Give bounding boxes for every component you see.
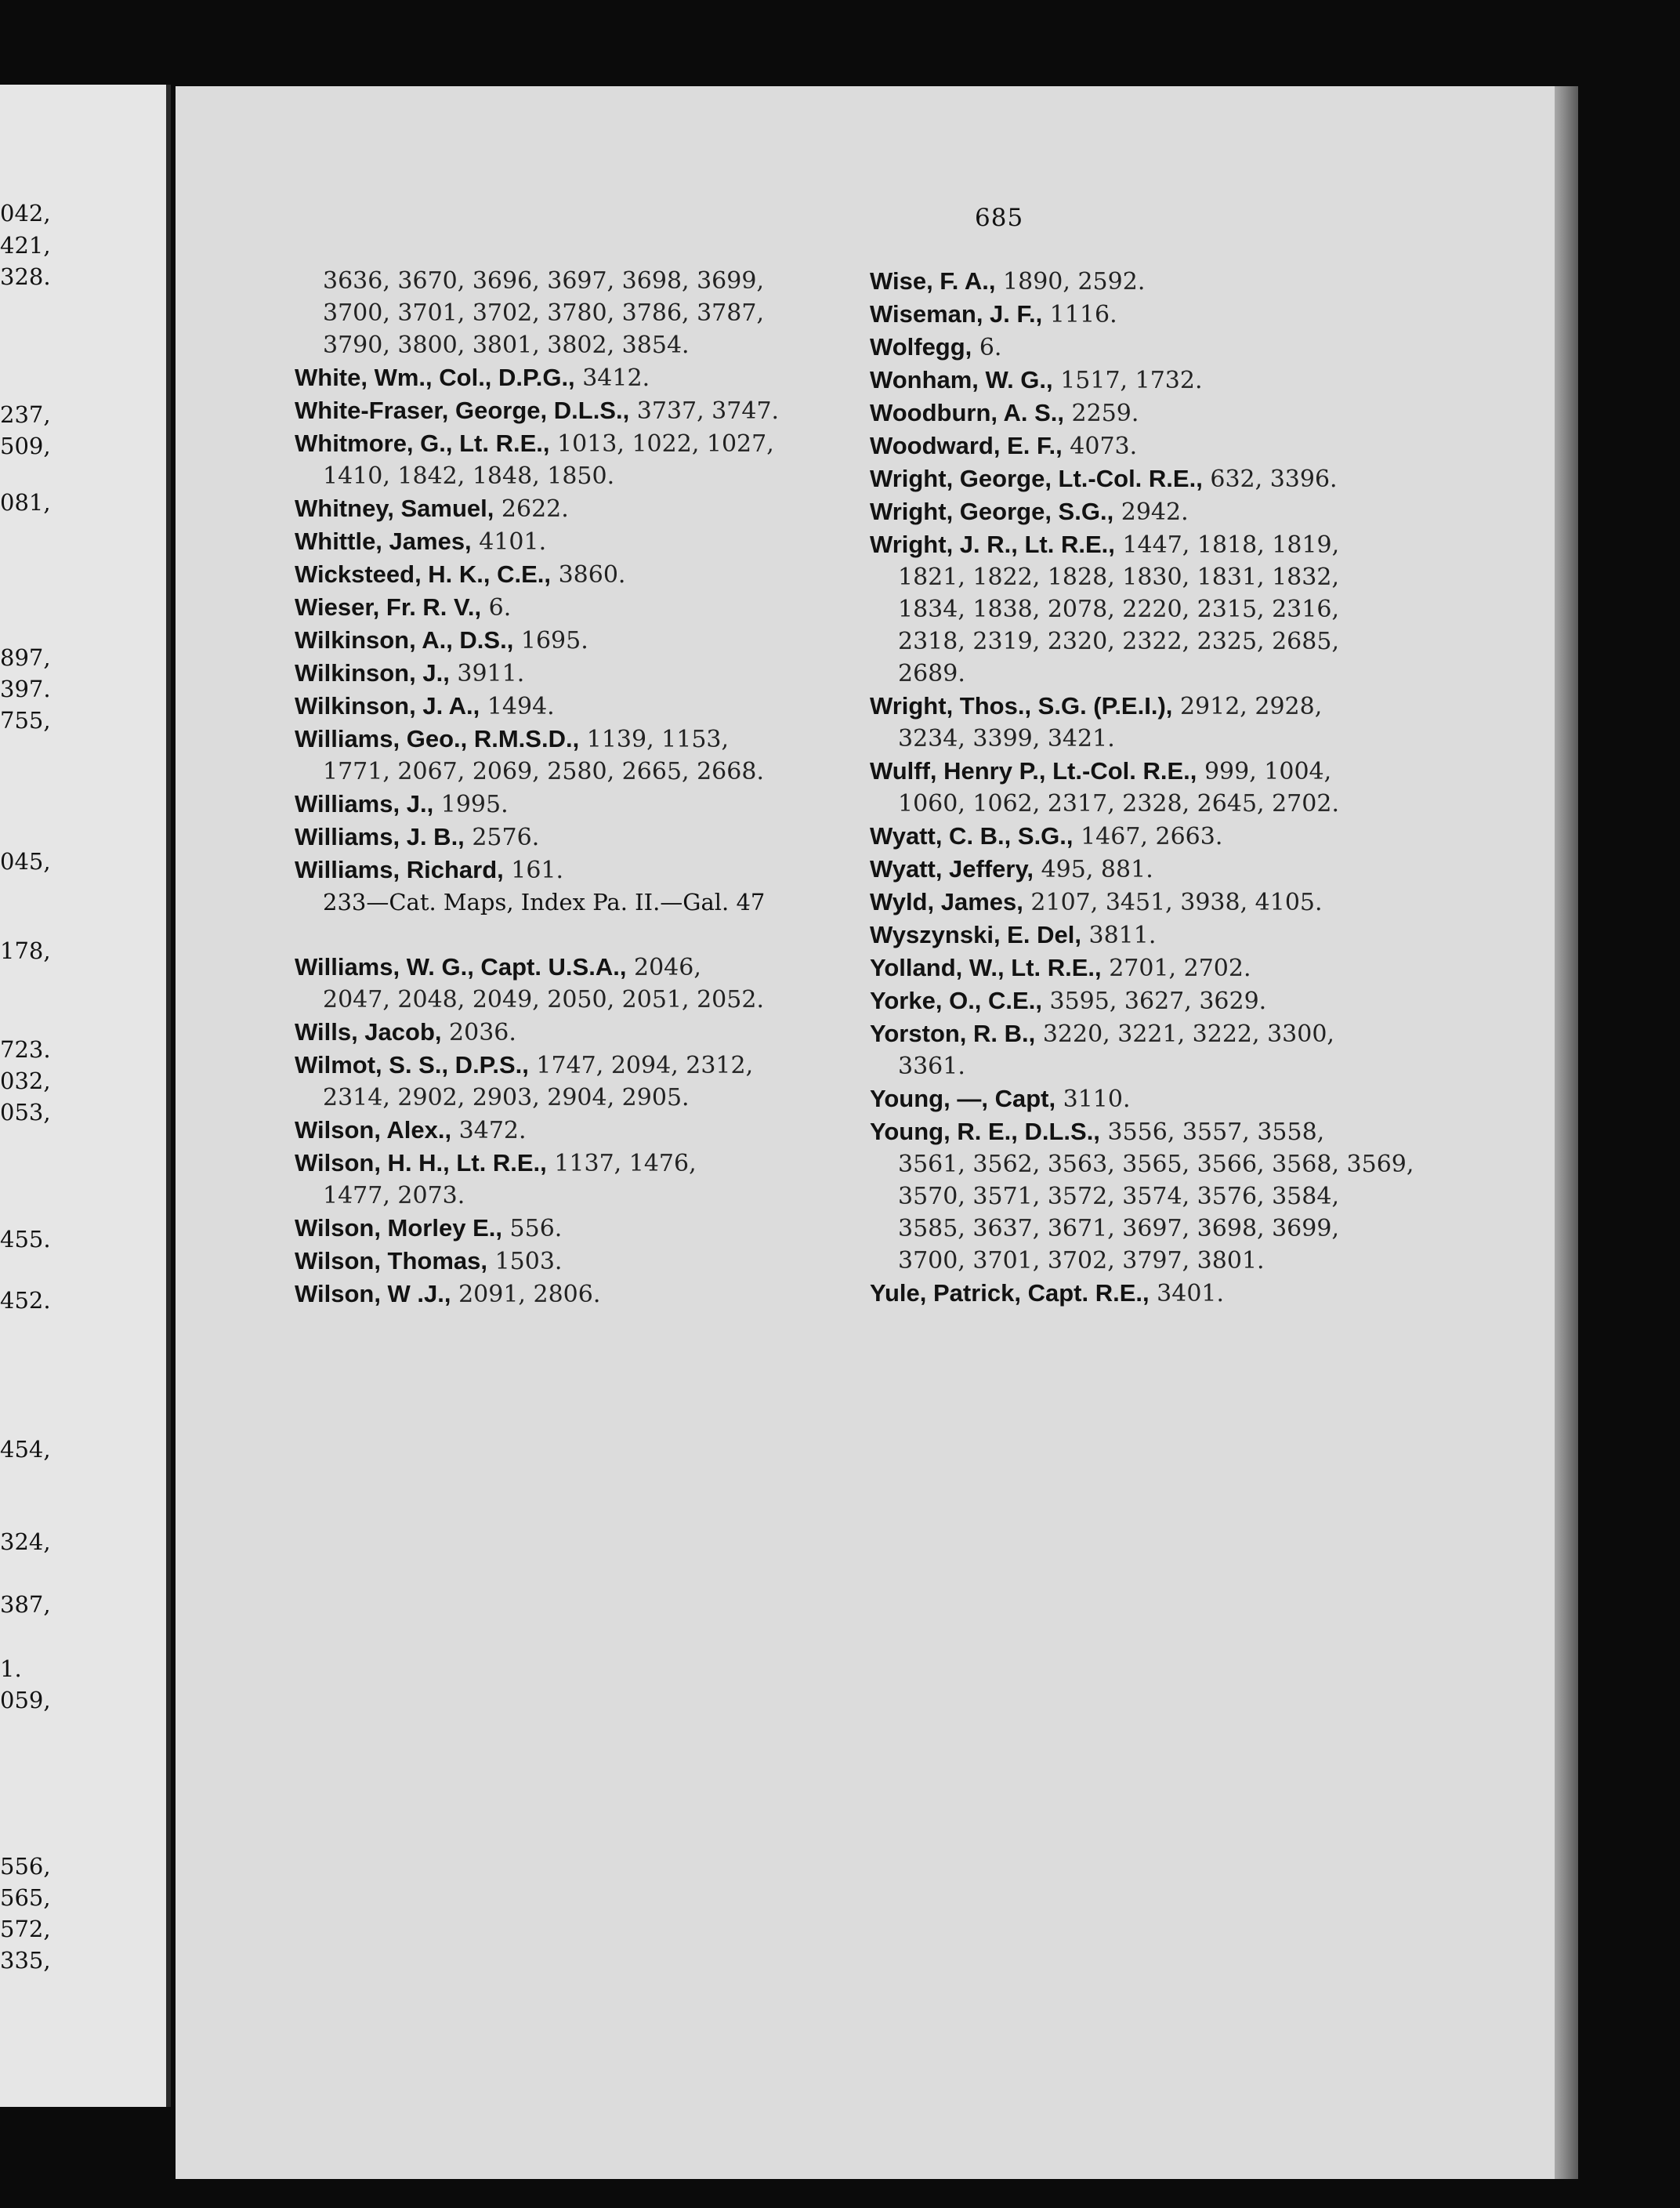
entry-name: Wicksteed, H. K., C.E., bbox=[295, 560, 552, 588]
entry-references: 1467, 2663. bbox=[1081, 823, 1223, 850]
entry-first-line bbox=[295, 1245, 835, 1278]
entry-continuation-line: 2047, 2048, 2049, 2050, 2051, 2052. bbox=[323, 986, 764, 1013]
entry-continuation-line: 2314, 2902, 2903, 2904, 2905. bbox=[323, 1084, 690, 1111]
entry-continuation-line: 3700, 3701, 3702, 3797, 3801. bbox=[898, 1247, 1265, 1274]
entry-references: 999, 1004, bbox=[1204, 758, 1332, 785]
left-page-fragment: 565, bbox=[0, 1884, 51, 1911]
index-entry bbox=[870, 528, 1434, 690]
entry-name: Woodburn, A. S., bbox=[870, 399, 1064, 426]
index-entry bbox=[870, 331, 1434, 364]
entry-name: Wright, George, Lt.-Col. R.E., bbox=[870, 465, 1203, 492]
entry-first-line bbox=[295, 492, 835, 525]
index-entry bbox=[870, 265, 1434, 298]
index-entry bbox=[870, 298, 1434, 331]
index-entry bbox=[870, 1082, 1434, 1115]
index-entry bbox=[870, 690, 1434, 755]
index-entry bbox=[295, 788, 835, 821]
entry-first-line bbox=[295, 1016, 835, 1049]
entry-first-line bbox=[870, 755, 1434, 788]
index-column-left bbox=[295, 265, 835, 1311]
entry-continuation-line: 1771, 2067, 2069, 2580, 2665, 2668. bbox=[323, 758, 764, 785]
left-page-fragment: 335, bbox=[0, 1947, 51, 1974]
entry-references: 1503. bbox=[494, 1248, 563, 1275]
left-page-fragment: 387, bbox=[0, 1591, 51, 1618]
index-entry bbox=[870, 1017, 1434, 1082]
index-entry bbox=[870, 952, 1434, 984]
entry-first-line bbox=[295, 1278, 835, 1311]
index-entry bbox=[295, 591, 835, 624]
entry-name: Whittle, James, bbox=[295, 528, 472, 555]
entry-references: 1013, 1022, 1027, bbox=[557, 430, 774, 458]
entry-first-line bbox=[870, 265, 1434, 298]
entry-continuation-line: 2318, 2319, 2320, 2322, 2325, 2685, bbox=[898, 628, 1339, 655]
entry-references: 1116. bbox=[1049, 301, 1117, 328]
left-page-fragment: 328. bbox=[0, 263, 51, 290]
index-entry bbox=[870, 886, 1434, 919]
index-column-right bbox=[870, 265, 1434, 1310]
entry-references: 2701, 2702. bbox=[1109, 955, 1251, 982]
left-page-fragment: 053, bbox=[0, 1099, 51, 1126]
entry-references: 1139, 1153, bbox=[586, 726, 730, 753]
index-entry bbox=[295, 723, 835, 788]
entry-name: Wilson, Alex., bbox=[295, 1116, 452, 1144]
entry-references: 2091, 2806. bbox=[458, 1281, 601, 1308]
entry-references: 3811. bbox=[1088, 922, 1157, 949]
entry-references: 2942. bbox=[1121, 499, 1189, 526]
left-page-fragment: 237, bbox=[0, 401, 51, 428]
left-page-fragment: 572, bbox=[0, 1916, 51, 1942]
entry-first-line bbox=[870, 984, 1434, 1017]
index-entry bbox=[295, 1049, 835, 1114]
entry-first-line bbox=[295, 394, 835, 427]
entry-name: Williams, J. B., bbox=[295, 823, 465, 850]
left-page-fragment: 452. bbox=[0, 1287, 51, 1314]
entry-references: 161. bbox=[511, 857, 564, 884]
entry-first-line bbox=[295, 788, 835, 821]
entry-name: Woodward, E. F., bbox=[870, 432, 1063, 459]
entry-continuation-line: 3790, 3800, 3801, 3802, 3854. bbox=[323, 332, 690, 359]
index-entry bbox=[295, 427, 835, 492]
index-entry bbox=[295, 492, 835, 525]
index-entry bbox=[870, 397, 1434, 430]
entry-references: 1447, 1818, 1819, bbox=[1122, 531, 1340, 559]
index-entry bbox=[295, 624, 835, 657]
entry-name: Yorston, R. B., bbox=[870, 1020, 1036, 1047]
entry-references: 3472. bbox=[458, 1117, 527, 1144]
entry-continuation-line: 3700, 3701, 3702, 3780, 3786, 3787, bbox=[323, 299, 764, 327]
entry-name: Wilkinson, J. A., bbox=[295, 692, 480, 720]
entry-continuation-line: 3361. bbox=[898, 1053, 965, 1080]
entry-name: Wilson, W .J., bbox=[295, 1280, 451, 1307]
entry-references: 2622. bbox=[501, 495, 569, 523]
entry-references: 1517, 1732. bbox=[1060, 367, 1203, 394]
entry-references: 3556, 3557, 3558, bbox=[1107, 1119, 1325, 1146]
left-page-fragment: 032, bbox=[0, 1068, 51, 1094]
left-page-fragment: 455. bbox=[0, 1226, 51, 1253]
index-entry bbox=[295, 690, 835, 723]
entry-references: 2259. bbox=[1071, 400, 1139, 427]
entry-first-line bbox=[870, 1115, 1434, 1148]
entry-first-line bbox=[295, 1114, 835, 1147]
entry-first-line bbox=[295, 854, 835, 886]
entry-first-line bbox=[870, 690, 1434, 723]
left-page-fragment: 397. bbox=[0, 676, 51, 702]
index-entry bbox=[295, 1245, 835, 1278]
entry-first-line bbox=[295, 525, 835, 558]
entry-name: Wilkinson, J., bbox=[295, 659, 450, 687]
entry-continuation-line: 3561, 3562, 3563, 3565, 3566, 3568, 3569, bbox=[898, 1151, 1414, 1178]
entry-name: Wilmot, S. S., D.P.S., bbox=[295, 1051, 529, 1079]
entry-references: 2107, 3451, 3938, 4105. bbox=[1030, 889, 1323, 916]
entry-continuation-line: 1060, 1062, 2317, 2328, 2645, 2702. bbox=[898, 790, 1339, 818]
entry-name: Williams, Richard, bbox=[295, 856, 504, 883]
left-page-fragment: 178, bbox=[0, 937, 51, 964]
entry-references: 1890, 2592. bbox=[1003, 268, 1146, 295]
entry-name: Wyld, James, bbox=[870, 888, 1023, 915]
entry-name: Wolfegg, bbox=[870, 333, 972, 361]
entry-continuation-line: 1477, 2073. bbox=[323, 1182, 465, 1209]
entry-references: 495, 881. bbox=[1041, 856, 1153, 883]
entry-references: 4073. bbox=[1070, 433, 1138, 460]
entry-references: 2576. bbox=[472, 824, 540, 851]
entry-references: 632, 3396. bbox=[1210, 466, 1338, 493]
index-entry bbox=[870, 462, 1434, 495]
index-entry bbox=[870, 755, 1434, 820]
entry-name: Wright, Thos., S.G. (P.E.I.), bbox=[870, 692, 1173, 720]
index-entry bbox=[295, 821, 835, 854]
entry-name: Wilson, Morley E., bbox=[295, 1214, 502, 1242]
index-entry bbox=[870, 430, 1434, 462]
entry-references: 6. bbox=[979, 334, 1002, 361]
index-entry bbox=[295, 265, 835, 361]
index-entry bbox=[870, 984, 1434, 1017]
page-edge-shadow bbox=[1555, 86, 1578, 2179]
entry-references: 1137, 1476, bbox=[554, 1150, 697, 1177]
entry-references: 1695. bbox=[520, 627, 588, 654]
entry-references: 4101. bbox=[479, 528, 547, 556]
left-page-fragment: 045, bbox=[0, 848, 51, 875]
entry-first-line bbox=[870, 364, 1434, 397]
entry-name: Wyatt, C. B., S.G., bbox=[870, 822, 1074, 850]
entry-name: Young, R. E., D.L.S., bbox=[870, 1118, 1100, 1145]
entry-name: Wonham, W. G., bbox=[870, 366, 1053, 393]
entry-first-line bbox=[295, 690, 835, 723]
left-page-fragment: 1. bbox=[0, 1655, 22, 1682]
index-entry bbox=[295, 558, 835, 591]
index-entry bbox=[295, 951, 835, 1016]
entry-continuation-line: 1834, 1838, 2078, 2220, 2315, 2316, bbox=[898, 596, 1339, 623]
entry-references: 2912, 2928, bbox=[1179, 693, 1323, 720]
entry-references: 3595, 3627, 3629. bbox=[1049, 988, 1267, 1015]
left-page-fragment: 723. bbox=[0, 1036, 51, 1063]
left-page-fragment: 556, bbox=[0, 1853, 51, 1880]
index-entry bbox=[295, 1147, 835, 1212]
left-page-fragment: 755, bbox=[0, 707, 51, 734]
entry-first-line bbox=[870, 1277, 1434, 1310]
entry-continuation-line: 3570, 3571, 3572, 3574, 3576, 3584, bbox=[898, 1183, 1339, 1210]
catalog-note: 233—Cat. Maps, Index Pa. II.—Gal. 47 bbox=[323, 889, 766, 915]
index-entry bbox=[870, 1115, 1434, 1277]
entry-references: 1747, 2094, 2312, bbox=[536, 1052, 754, 1079]
left-page-fragment: 509, bbox=[0, 433, 51, 459]
left-page-fragment: 081, bbox=[0, 489, 51, 516]
entry-name: Williams, Geo., R.M.S.D., bbox=[295, 725, 580, 752]
entry-first-line bbox=[870, 462, 1434, 495]
index-entry bbox=[295, 394, 835, 427]
entry-continuation-line: 1410, 1842, 1848, 1850. bbox=[323, 462, 615, 490]
entry-continuation-line: 3585, 3637, 3671, 3697, 3698, 3699, bbox=[898, 1215, 1339, 1242]
entry-first-line bbox=[870, 919, 1434, 952]
entry-references: 6. bbox=[488, 594, 512, 622]
entry-name: Yule, Patrick, Capt. R.E., bbox=[870, 1279, 1150, 1307]
entry-name: Williams, W. G., Capt. U.S.A., bbox=[295, 953, 627, 981]
entry-first-line bbox=[295, 723, 835, 756]
index-entry bbox=[870, 820, 1434, 853]
page-number: 685 bbox=[975, 204, 1024, 232]
index-entry bbox=[870, 1277, 1434, 1310]
entry-name: Wyatt, Jeffery, bbox=[870, 855, 1034, 883]
entry-first-line bbox=[295, 427, 835, 460]
entry-name: Wise, F. A., bbox=[870, 267, 996, 295]
entry-name: White-Fraser, George, D.L.S., bbox=[295, 397, 630, 424]
entry-first-line bbox=[870, 495, 1434, 528]
entry-name: Wilson, Thomas, bbox=[295, 1247, 488, 1274]
entry-name: Wieser, Fr. R. V., bbox=[295, 593, 482, 621]
entry-first-line bbox=[870, 528, 1434, 561]
entry-name: Wiseman, J. F., bbox=[870, 300, 1043, 328]
entry-name: Wright, George, S.G., bbox=[870, 498, 1114, 525]
entry-first-line bbox=[295, 591, 835, 624]
entry-references: 3737, 3747. bbox=[636, 397, 780, 425]
left-page-fragment: 454, bbox=[0, 1436, 51, 1463]
entry-references: 3412. bbox=[582, 364, 650, 392]
entry-name: Wyszynski, E. Del, bbox=[870, 921, 1081, 948]
entry-name: Yorke, O., C.E., bbox=[870, 987, 1042, 1014]
index-entry bbox=[870, 495, 1434, 528]
entry-references: 3220, 3221, 3222, 3300, bbox=[1042, 1021, 1334, 1048]
entry-name: Wulff, Henry P., Lt.-Col. R.E., bbox=[870, 757, 1197, 785]
entry-first-line bbox=[870, 331, 1434, 364]
index-entry bbox=[295, 361, 835, 394]
left-page-fragment: 324, bbox=[0, 1528, 51, 1555]
left-page-fragment: 897, bbox=[0, 644, 51, 671]
index-entry bbox=[295, 1114, 835, 1147]
entry-references: 3860. bbox=[558, 561, 626, 589]
entry-continuation-line: 3636, 3670, 3696, 3697, 3698, 3699, bbox=[323, 267, 764, 295]
entry-first-line bbox=[870, 886, 1434, 919]
index-entry bbox=[295, 854, 835, 886]
entry-first-line bbox=[295, 657, 835, 690]
index-entry bbox=[870, 919, 1434, 952]
left-page-fragment: 042, bbox=[0, 200, 51, 227]
entry-references: 2046, bbox=[634, 954, 701, 981]
entry-continuation-line: 1821, 1822, 1828, 1830, 1831, 1832, bbox=[898, 564, 1339, 591]
entry-first-line bbox=[295, 1147, 835, 1180]
entry-continuation-line: 3234, 3399, 3421. bbox=[898, 725, 1115, 752]
entry-first-line bbox=[295, 951, 835, 984]
index-entry bbox=[295, 1212, 835, 1245]
index-entry bbox=[295, 1016, 835, 1049]
entry-name: Williams, J., bbox=[295, 790, 434, 818]
adjacent-page-edge bbox=[0, 85, 171, 2107]
entry-name: Wilkinson, A., D.S., bbox=[295, 626, 514, 654]
entry-first-line bbox=[870, 820, 1434, 853]
entry-name: Wilson, H. H., Lt. R.E., bbox=[295, 1149, 547, 1177]
entry-references: 1995. bbox=[440, 791, 509, 818]
entry-name: Whitmore, G., Lt. R.E., bbox=[295, 430, 550, 457]
entry-name: Whitney, Samuel, bbox=[295, 495, 494, 522]
entry-references: 3911. bbox=[457, 660, 525, 687]
entry-name: Wills, Jacob, bbox=[295, 1018, 442, 1046]
left-page-fragment: 421, bbox=[0, 232, 51, 259]
entry-first-line bbox=[295, 558, 835, 591]
entry-references: 3401. bbox=[1157, 1280, 1225, 1307]
entry-references: 556. bbox=[509, 1215, 563, 1242]
entry-name: Wright, J. R., Lt. R.E., bbox=[870, 531, 1115, 558]
entry-first-line bbox=[870, 1082, 1434, 1115]
entry-first-line bbox=[870, 1017, 1434, 1050]
entry-references: 1494. bbox=[487, 693, 555, 720]
index-entry bbox=[295, 525, 835, 558]
entry-first-line bbox=[870, 397, 1434, 430]
entry-name: Young, —, Capt, bbox=[870, 1085, 1056, 1112]
entry-first-line bbox=[870, 853, 1434, 886]
entry-first-line bbox=[295, 1049, 835, 1082]
index-entry bbox=[870, 853, 1434, 886]
entry-first-line bbox=[295, 1212, 835, 1245]
entry-continuation-line: 2689. bbox=[898, 660, 965, 687]
index-entry bbox=[870, 364, 1434, 397]
entry-first-line bbox=[870, 430, 1434, 462]
entry-name: Yolland, W., Lt. R.E., bbox=[870, 954, 1102, 981]
entry-references: 3110. bbox=[1063, 1086, 1131, 1113]
entry-first-line bbox=[870, 952, 1434, 984]
entry-references: 2036. bbox=[449, 1019, 516, 1046]
index-entry bbox=[295, 657, 835, 690]
left-page-fragment: 059, bbox=[0, 1687, 51, 1713]
index-page bbox=[176, 86, 1555, 2179]
entry-first-line bbox=[870, 298, 1434, 331]
entry-first-line bbox=[295, 821, 835, 854]
entry-name: White, Wm., Col., D.P.G., bbox=[295, 364, 575, 391]
entry-first-line bbox=[295, 624, 835, 657]
entry-first-line bbox=[295, 361, 835, 394]
index-entry bbox=[295, 1278, 835, 1311]
